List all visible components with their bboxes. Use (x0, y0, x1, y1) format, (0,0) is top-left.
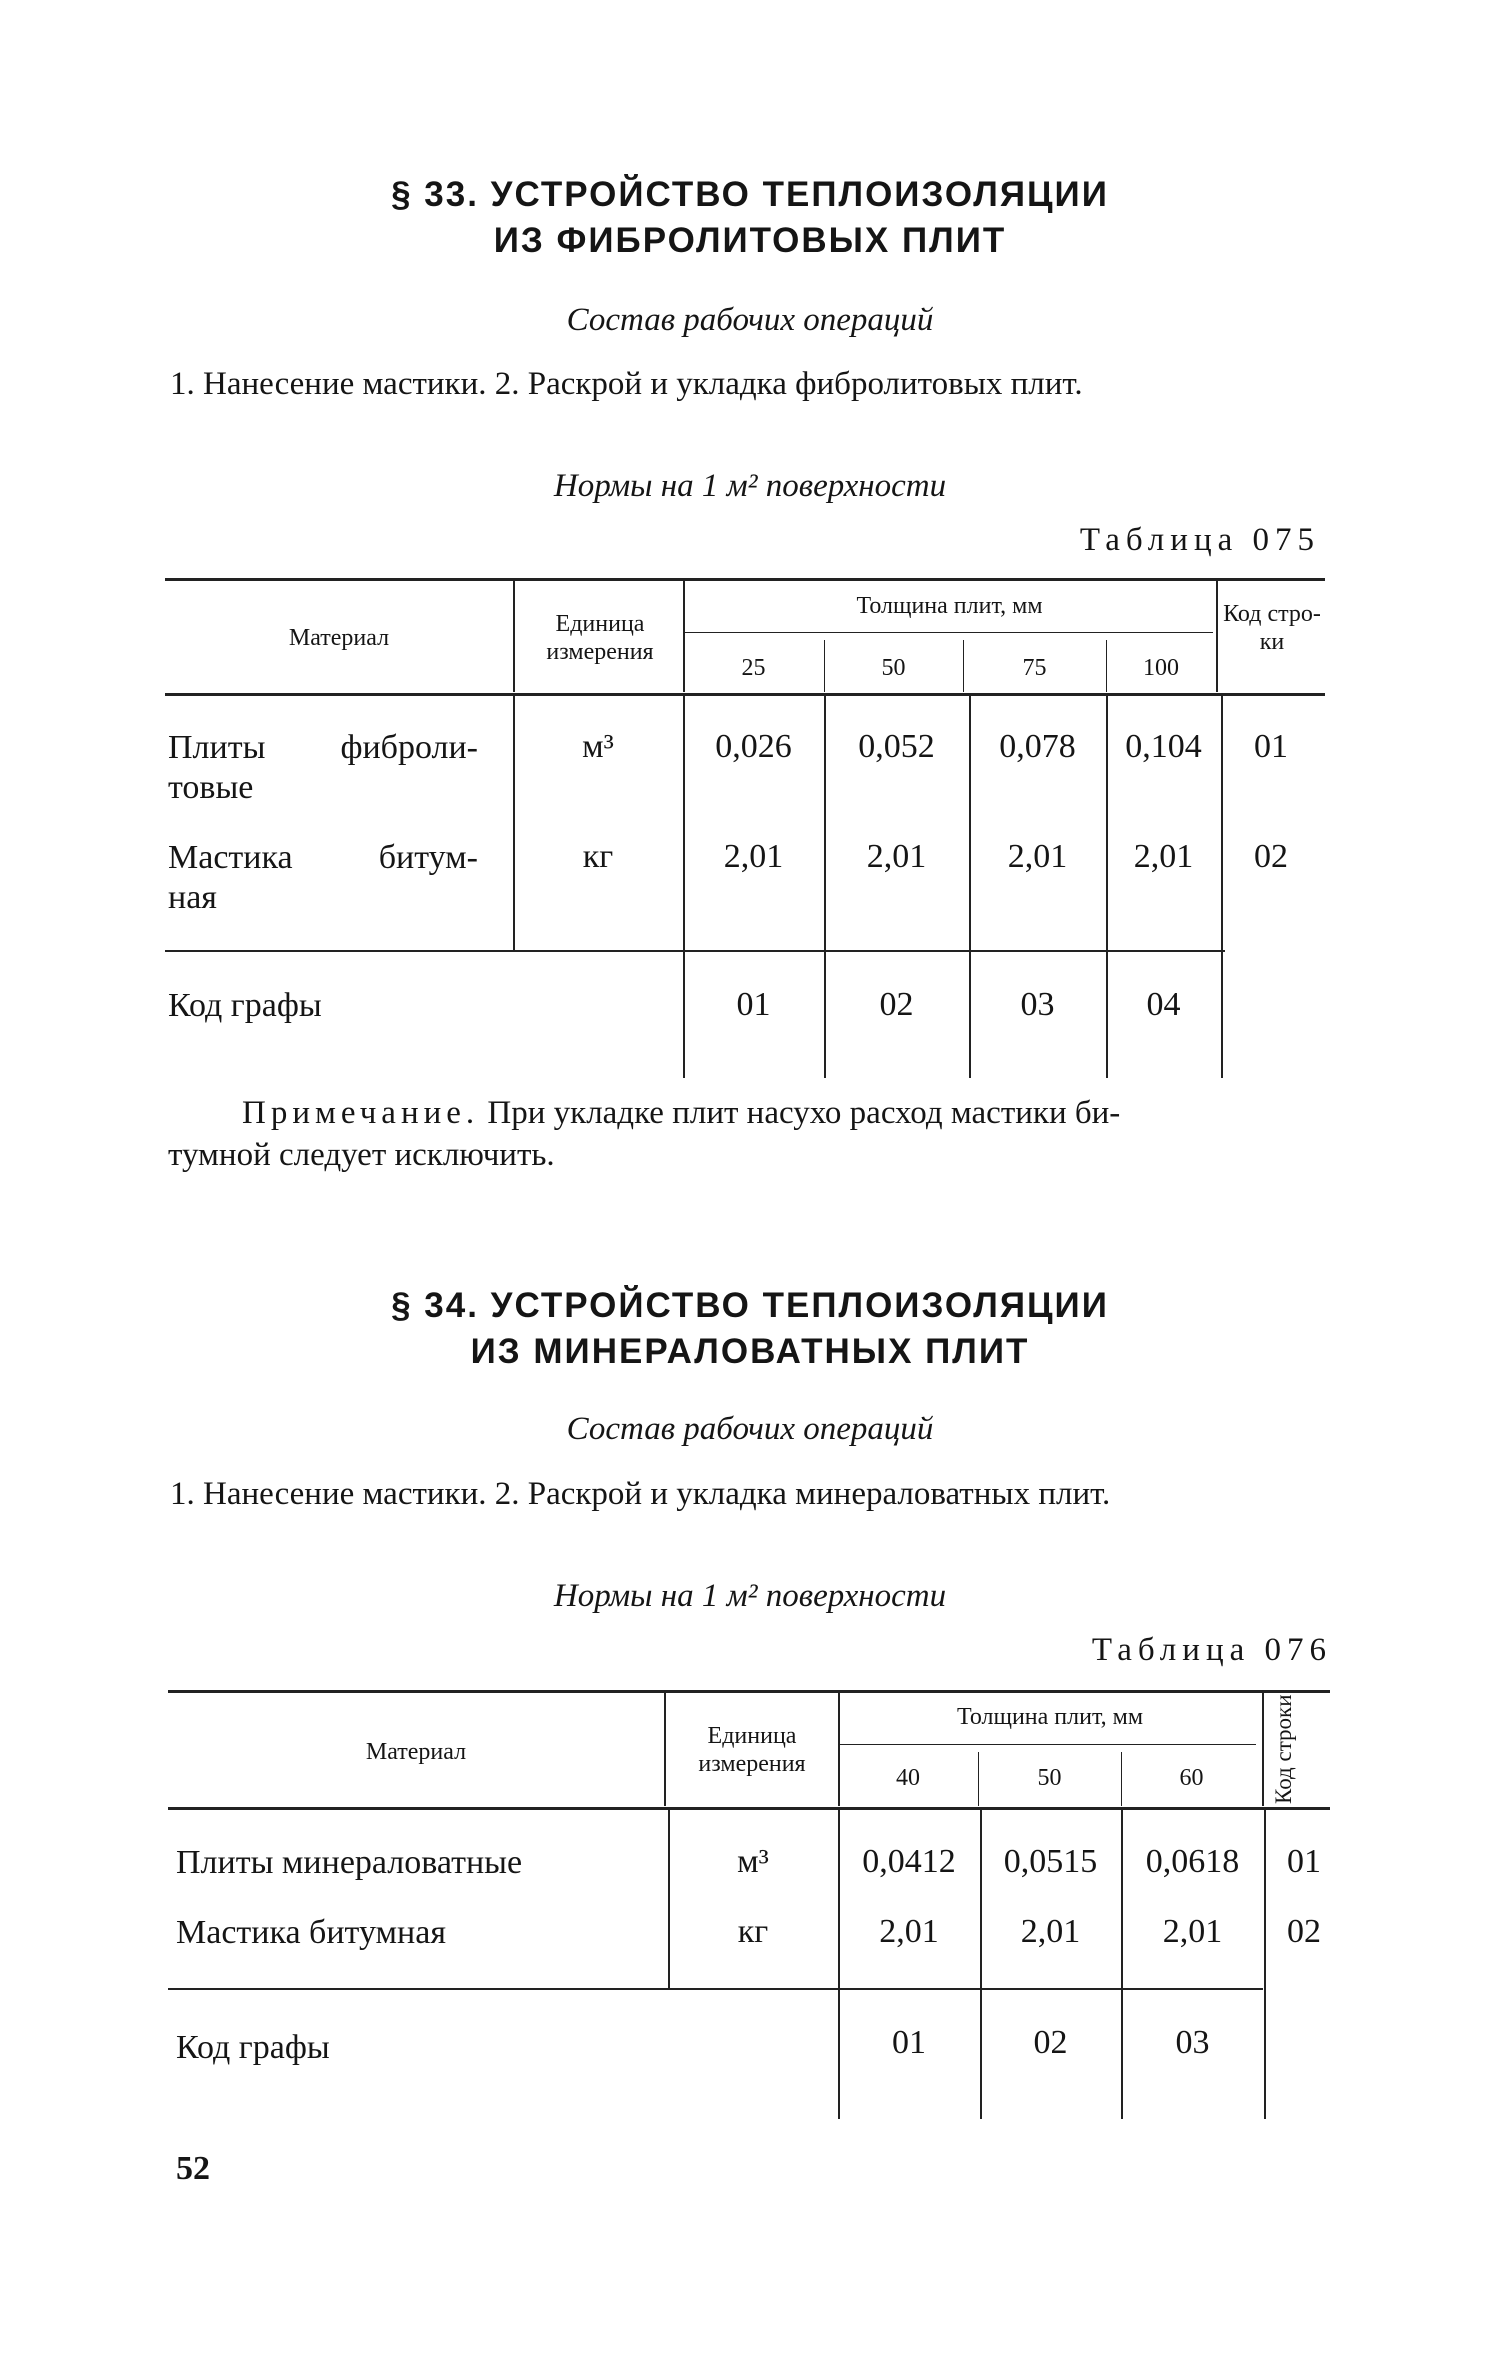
table-cell: 0,0618 (1145, 1843, 1240, 1880)
graph-code: 02 (1033, 2024, 1068, 2061)
table-rule (683, 632, 1213, 633)
row-unit: кг (737, 1913, 769, 1950)
table-rule (1262, 1692, 1264, 1806)
table-cell: 0,052 (858, 728, 935, 765)
row-unit: кг (582, 838, 614, 875)
table-rule (165, 693, 1325, 696)
table-cell: 2,01 (1020, 1913, 1081, 1950)
table-cell: 2,01 (879, 1913, 939, 1950)
row-code: 02 (1254, 838, 1288, 875)
section-33-title-line-2: ИЗ ФИБРОЛИТОВЫХ ПЛИТ (493, 221, 1007, 260)
table-rule (168, 1807, 1330, 1810)
row-material (168, 838, 478, 918)
table-rule (165, 578, 1325, 581)
table-rule (168, 1988, 1263, 1990)
note-text-line-2: тумной следует исключить. (168, 1137, 555, 1173)
graph-code: 03 (1020, 986, 1055, 1023)
material-word: Плиты (168, 729, 266, 766)
material-word: битум- (378, 839, 478, 876)
thickness-50: 50 (881, 655, 906, 681)
section-34-ops-heading: Состав рабочих операций (566, 1411, 934, 1447)
section-34-title-line-1: § 34. УСТРОЙСТВО ТЕПЛОИЗОЛЯЦИИ (391, 1286, 1109, 1325)
graph-code: 04 (1146, 986, 1181, 1023)
material-word: товые (168, 769, 254, 806)
row-material: Мастика битумная (176, 1914, 446, 1951)
table-rule (168, 1690, 1330, 1693)
table-cell: 2,01 (1007, 838, 1068, 875)
col-header-code: Код стро- ки (1223, 601, 1321, 655)
col-header-thickness: Толщина плит, мм (956, 1704, 1144, 1730)
thickness-40: 40 (896, 1765, 920, 1791)
table-076-label: Таблица 076 (1091, 1632, 1332, 1668)
graph-code: 02 (879, 986, 914, 1023)
col-header-thickness: Толщина плит, мм (856, 593, 1043, 619)
section-33-norms-heading: Нормы на 1 м² поверхности (553, 468, 947, 504)
row-code: 01 (1287, 1843, 1321, 1880)
note-text: При укладке плит насухо расход мастики би- (487, 1095, 1121, 1131)
table-rule (513, 580, 515, 692)
table-cell: 2,01 (723, 838, 784, 875)
graph-code: 03 (1175, 2024, 1210, 2061)
thickness-100: 100 (1143, 655, 1179, 681)
table-rule (1216, 580, 1218, 692)
graph-code-label: Код графы (176, 2029, 330, 2066)
section-33-ops-text: 1. Нанесение мастики. 2. Раскрой и укладка фибролитовых плит. (170, 366, 1083, 402)
table-cell: 0,026 (715, 728, 792, 765)
col-header-material: Материал (365, 1739, 467, 1765)
section-33-title-line-1: § 33. УСТРОЙСТВО ТЕПЛОИЗОЛЯЦИИ (391, 175, 1109, 214)
table-rule (165, 950, 1225, 952)
row-unit: м³ (582, 728, 614, 765)
page-number: 52 (176, 2150, 210, 2187)
table-rule (838, 1744, 1256, 1745)
note-label: Примечание. (242, 1095, 480, 1131)
section-34-ops-text: 1. Нанесение мастики. 2. Раскрой и укладка минераловатных плит. (170, 1476, 1111, 1512)
material-word: фиброли- (340, 729, 478, 766)
table-075-label: Таблица 075 (1079, 522, 1320, 558)
table-cell: 2,01 (1162, 1913, 1223, 1950)
table-cell: 0,0515 (1003, 1843, 1098, 1880)
col-header-unit: Единица измерения (546, 611, 654, 665)
col-header-code: Код строки (1271, 1694, 1296, 1804)
table-rule (664, 1692, 666, 1806)
graph-code: 01 (892, 2024, 926, 2061)
material-word: Мастика (168, 839, 293, 876)
table-cell: 0,0412 (862, 1843, 956, 1880)
table-cell: 0,104 (1125, 728, 1202, 765)
graph-code: 01 (736, 986, 771, 1023)
thickness-50: 50 (1037, 1765, 1062, 1791)
col-header-unit: Единица измерения (698, 1723, 806, 1777)
graph-code-label: Код графы (168, 987, 322, 1024)
thickness-75: 75 (1022, 655, 1047, 681)
thickness-25: 25 (741, 655, 766, 681)
thickness-60: 60 (1179, 1765, 1204, 1791)
table-cell: 2,01 (866, 838, 927, 875)
table-rule (668, 1809, 670, 1988)
row-unit: м³ (737, 1843, 769, 1880)
col-header-material: Материал (288, 625, 390, 651)
table-075-note (168, 1092, 1328, 1176)
row-material (168, 728, 478, 808)
row-code: 02 (1287, 1913, 1321, 1950)
material-word: ная (168, 879, 217, 916)
section-34-norms-heading: Нормы на 1 м² поверхности (553, 1578, 947, 1614)
row-code: 01 (1254, 728, 1288, 765)
section-34-title-line-2: ИЗ МИНЕРАЛОВАТНЫХ ПЛИТ (470, 1332, 1030, 1371)
section-33-ops-heading: Состав рабочих операций (566, 302, 934, 338)
table-cell: 0,078 (999, 728, 1076, 765)
table-cell: 2,01 (1133, 838, 1194, 875)
row-material: Плиты минераловатные (176, 1844, 523, 1881)
